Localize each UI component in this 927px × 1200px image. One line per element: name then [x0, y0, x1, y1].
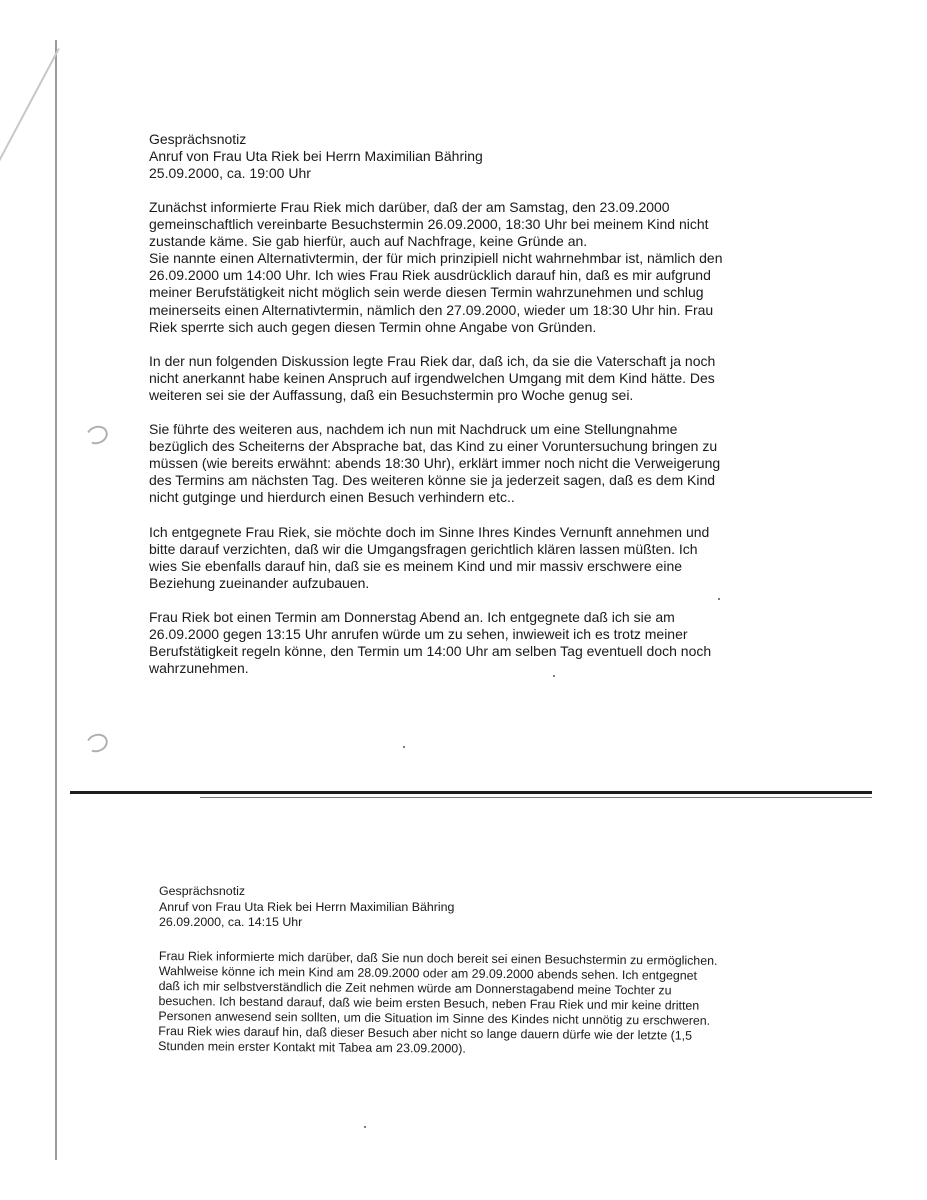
note-paragraph: Sie führte des weiteren aus, nachdem ich nun mit Nachdruck um eine Stellungnahme bezüglich des Scheiterns der Absprache bat, das Kind zu einer Voruntersuchung bringen zu müssen (wie bereits erwähnt: abends 18:30 Uhr), erklärt immer noch nicht die Verweigerung des Termins am nächsten Tag. Des weiteren könne sie ja jederzeit sagen, daß es dem Kind nicht gutginge und hierdurch einen Besuch verhindern etc..: [149, 421, 721, 506]
note-paragraph: In der nun folgenden Diskussion legte Frau Riek dar, daß ich, da sie die Vaterschaft ja noch nicht anerkannt habe keinen Anspruch auf irgendwelchen Umgang mit dem Kind hätte. Des weiteren sei sie der Auffassung, daß ein Besuchstermin pro Woche genug sei.: [149, 352, 716, 403]
note-header: [159, 884, 769, 931]
separator-line: [70, 791, 872, 794]
note-paragraph: Zunächst informierte Frau Riek mich darüber, daß der am Samstag, den 23.09.2000 gemeinschaftlich vereinbarte Besuchstermin 26.09.2000, 18:30 Uhr bei meinem Kind nicht zustande käme. Sie gab hierfür, auch auf Nachfrage, keine Gründe an. Sie nannte einen Alternativtermin, der für mich prinzipiell nicht wahrnehmbar ist, nämlich den 26.09.2000 um 14:00 Uhr. Ich wies Frau Riek ausdrücklich darauf hin, daß es mir aufgrund meiner Berufstätigkeit nicht möglich sein werde diesen Termin wahrzunehmen und schlug meinerseits einen Alternativtermin, nämlich den 27.09.2000, wieder um 18:30 Uhr hin. Frau Riek sperrte sich auch gegen diesen Termin ohne Angabe von Gründen.: [149, 199, 723, 335]
page-margin-line: [55, 40, 57, 1160]
paper-fold-mark: [0, 48, 60, 181]
note-paragraph: Frau Riek informierte mich darüber, daß Sie nun doch bereit sei einen Besuchstermin zu ermöglichen. Wahlweise könne ich mein Kind am 28.09.2000 oder am 29.09.2000 abends sehen. Ich entgegnet daß ich mir selbstverständlich die Zeit nehmen würde am Donnerstagabend meine Tochter zu besuchen. Ich bestand darauf, daß wie beim ersten Besuch, neben Frau Riek und mir keine dritten Personen anwesend sein sollten, um die Situation im Sinne des Kindes nicht unnötig zu erschweren. Frau Riek wies darauf hin, daß dieser Besuch aber nicht so lange dauern dürfe wie der letzte (1,5 Stunden mein erster Kontakt mit Tabea am 23.09.2000).: [158, 948, 718, 1056]
scan-speck: [403, 746, 405, 748]
punch-hole-mark: [84, 731, 111, 755]
note-paragraph: Frau Riek bot einen Termin am Donnerstag Abend an. Ich entgegnete daß ich sie am 26.09.2000 gegen 13:15 Uhr anrufen würde um zu sehen, inwieweit ich es trotz meiner Berufstätigkeit regeln könne, den Termin um 14:00 Uhr am selben Tag eventuell doch noch wahrzunehmen.: [149, 608, 712, 677]
note-header: [149, 131, 769, 182]
note-date: 25.09.2000, ca. 19:00 Uhr: [149, 165, 311, 181]
note-date: 26.09.2000, ca. 14:15 Uhr: [159, 915, 303, 929]
scan-speck: [553, 675, 555, 677]
note-title: Gesprächsnotiz: [149, 131, 247, 147]
note-body: [149, 199, 769, 677]
punch-hole-mark: [84, 423, 111, 447]
note-subject: Anruf von Frau Uta Riek bei Herrn Maximilian Bähring: [159, 899, 455, 914]
separator-shadow-line: [200, 797, 872, 798]
note-paragraph: Ich entgegnete Frau Riek, sie möchte doch im Sinne Ihres Kindes Vernunft annehmen und bitte darauf verzichten, daß wir die Umgangsfragen gerichtlich klären lassen müßten. Ich wies Sie ebenfalls darauf hin, daß sie es meinem Kind und mir massiv erschwere eine Beziehung zueinander aufzubauen.: [149, 523, 710, 591]
conversation-note-1: [149, 131, 769, 677]
note-body: [158, 949, 769, 1059]
scan-speck: [718, 598, 720, 600]
note-title: Gesprächsnotiz: [159, 884, 246, 898]
note-subject: Anruf von Frau Uta Riek bei Herrn Maximilian Bähring: [149, 148, 483, 164]
conversation-note-2: [159, 884, 769, 1054]
scan-speck: [364, 1126, 366, 1128]
